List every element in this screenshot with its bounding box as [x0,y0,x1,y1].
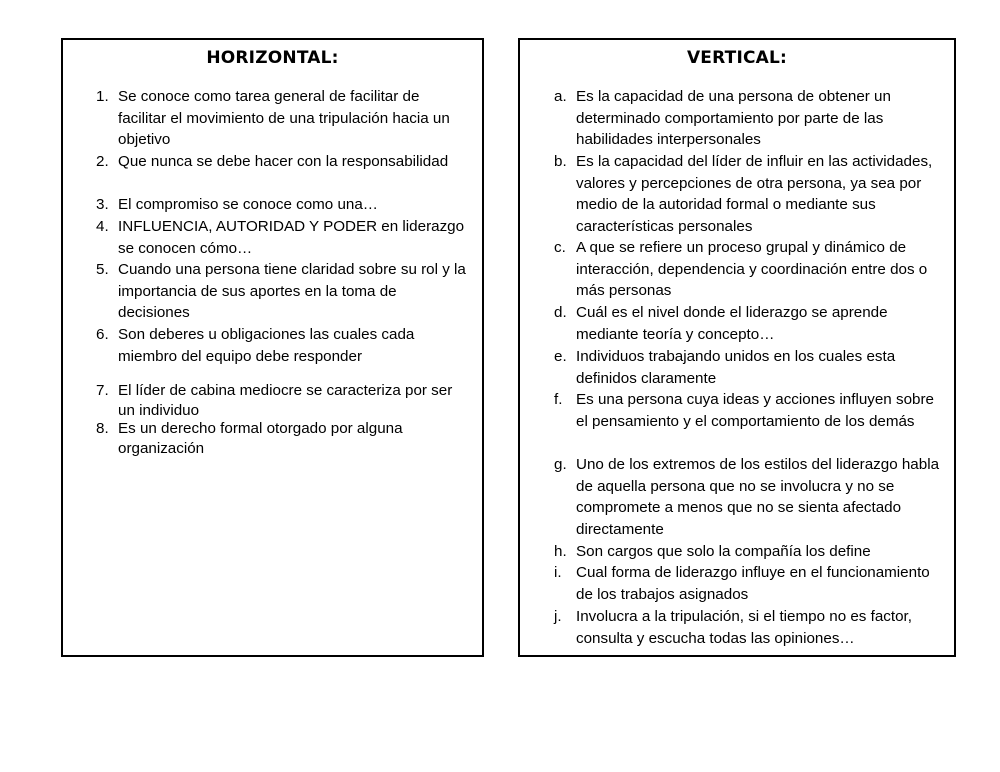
clue-letter: b. [554,153,567,170]
clue-letter: i. [554,564,562,581]
clue-text: Es un derecho formal otorgado por alguna organización [118,420,403,457]
clue-letter: a. [554,88,567,105]
horizontal-title: HORIZONTAL: [206,48,339,68]
clue-text: Son cargos que solo la compañía los define [576,543,871,560]
clue-text: INFLUENCIA, AUTORIDAD Y PODER en liderazgo se conocen cómo… [118,218,465,257]
vertical-title: VERTICAL: [686,48,788,68]
clue-text: Es la capacidad de una persona de obtener un determinado comportamiento por parte de las habilidades interpersonales [576,88,891,149]
clue-letter: g. [554,456,567,473]
clue-text: El compromiso se conoce como una… [118,196,378,213]
clue-text: Son deberes u obligaciones las cuales cada miembro del equipo debe responder [118,326,415,365]
clue-letter: j. [554,608,562,625]
clue-text: El líder de cabina mediocre se caracteriza por ser un individuo [118,382,453,419]
vertical-clues-panel [518,38,956,657]
clue-number: 6. [96,326,109,343]
clue-letter: c. [554,239,566,256]
clue-number: 3. [96,196,109,213]
horizontal-clues-panel [61,38,484,657]
clue-text: Es una persona cuya ideas y acciones influyen sobre el pensamiento y el comportamiento de los demás [576,391,934,430]
clue-text: Individuos trabajando unidos en los cuales esta definidos claramente [576,348,896,387]
clue-text: Involucra a la tripulación, si el tiempo no es factor, consulta y escucha todas las opiniones… [576,608,912,647]
clue-number: 2. [96,153,109,170]
clue-text: Cuál es el nivel donde el liderazgo se aprende mediante teoría y concepto… [576,304,888,343]
clue-number: 5. [96,261,109,278]
clue-text: Uno de los extremos de los estilos del liderazgo habla de aquella persona que no se involucra y no se compromete a menos que no se sienta afectado directamente [576,456,940,539]
clue-text: Que nunca se debe hacer con la responsabilidad [118,153,449,170]
clue-letter: d. [554,304,567,321]
clue-number: 4. [96,218,109,235]
clue-letter: f. [554,391,563,408]
clue-letter: h. [554,543,567,560]
clue-text: Cuando una persona tiene claridad sobre su rol y la importancia de sus aportes en la toma de decisiones [118,261,466,322]
clue-text: A que se refiere un proceso grupal y dinámico de interacción, dependencia y coordinación entre dos o más personas [576,239,928,300]
clue-letter: e. [554,348,567,365]
clue-text: Cual forma de liderazgo influye en el funcionamiento de los trabajos asignados [576,564,930,603]
clue-number: 7. [96,382,109,399]
clue-text: Se conoce como tarea general de facilitar de facilitar el movimiento de una tripulación hacia un objetivo [118,88,450,149]
clue-number: 1. [96,88,109,105]
clue-text: Es la capacidad del líder de influir en las actividades, valores y percepciones de otra persona, ya sea por medio de la autoridad formal o mediante sus características personales [576,153,933,236]
clue-number: 8. [96,420,109,437]
